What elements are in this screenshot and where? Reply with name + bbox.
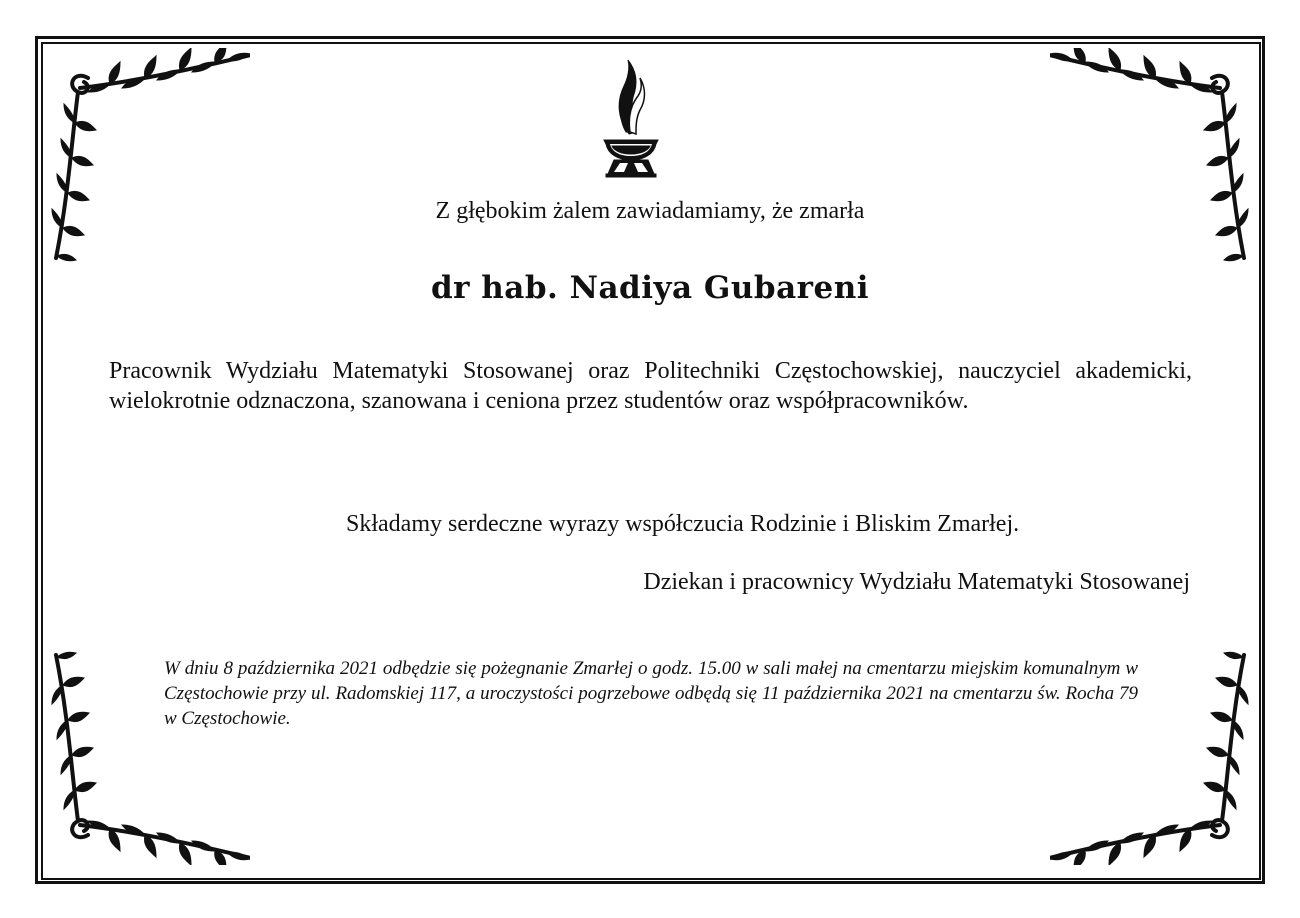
- signature-text: Dziekan i pracownicy Wydziału Matematyki Stosowanej: [643, 569, 1190, 595]
- deceased-name: dr hab. Nadiya Gubareni: [430, 270, 870, 306]
- laurel-branch-icon: [1050, 48, 1250, 263]
- intro-text: Z głębokim żalem zawiadamiamy, że zmarła: [435, 198, 865, 224]
- description-paragraph: Pracownik Wydziału Matematyki Stosowanej oraz Politechniki Częstochowskiej, nauczyciel akademicki, wielokrotnie odznaczona, szanowana i ceniona przez studentów oraz współpracowników.: [109, 358, 1192, 414]
- condolences-text: Składamy serdeczne wyrazy współczucia Rodzinie i Bliskim Zmarłej.: [346, 511, 1020, 537]
- memorial-flame-icon: [600, 56, 662, 178]
- laurel-branch-icon: [50, 48, 250, 263]
- funeral-info-paragraph: W dniu 8 października 2021 odbędzie się pożegnanie Zmarłej o godz. 15.00 w sali małej na cmentarzu miejskim komunalnym w Częstochowie przy ul. Radomskiej 117, a uroczystości pogrzebowe odbędą się 11 października 2021 na cmentarzu św. Rocha 79 w Częstochowie.: [164, 658, 1138, 729]
